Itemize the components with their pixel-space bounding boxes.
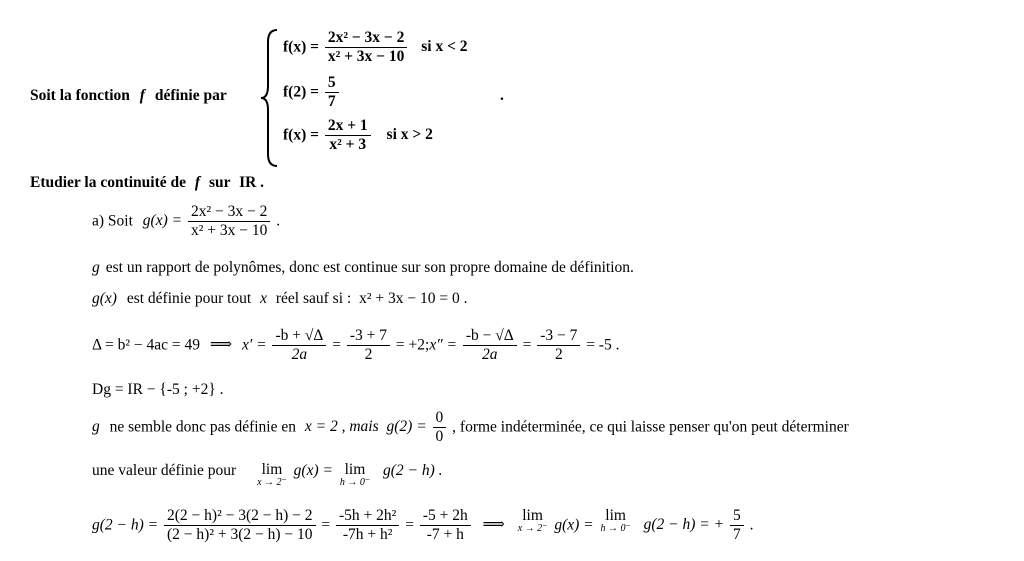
brace-icon [260, 28, 280, 168]
line-definie: g(x) est définie pour tout x réel sauf si : x² + 3x − 10 = 0 . [92, 290, 468, 307]
domain-line: Dg = IR − {-5 ; +2} . [92, 381, 224, 398]
limit-line: une valeur définie pour lim x → 2⁻ g(x) = lim h → 0⁻ g(2 − h) . [92, 461, 443, 488]
line-rapport: g est un rapport de polynômes, donc est continue sur son propre domaine de définition. [92, 259, 634, 276]
end-dot: . [500, 87, 504, 104]
task: Etudier la continuité de f sur IR . [30, 174, 265, 191]
problem-intro: Soit la fonction f définie par [30, 87, 227, 104]
delta-line: Δ = b² − 4ac = 49 ⟹ x′ = $\frac{-b + √\Delta}{2a}$ = $\frac{-3 + 7}{2}$ = +2;x″ = $\frac{-b - √\Delta}{2a}$ = $\frac{-3 - 7}{2}$ = -5 . [92, 327, 620, 364]
case-2: f(2) = $\frac{5}{7}$ [283, 75, 341, 111]
case-3: f(x) = $\frac{2x + 1}{\text{x² + 3}}$ si x > 2 [283, 117, 433, 154]
case-1: f(x) = $\frac{\text{2x² − 3x − 2}}{\text{x² + 3x − 10}}$ si x < 2 [283, 29, 468, 66]
final-computation: g(2 − h) = $\frac{\text{2(2 − h)² − 3(2 − h) − 2}}{\text{(2 − h)² + 3(2 − h) − 10}}$ = $\frac{\text{-5h + 2h²}}{\text{-7h + h²}}$ = $\frac{-5 + 2h}{-7 + h}$ ⟹ lim x → 2⁻ g(x) = lim h → 0⁻ g(2 − h) = + $\frac{5}{7}$ . [92, 507, 754, 544]
def-g: a) Soit g(x) = $\frac{\text{2x² − 3x − 2}}{\text{x² + 3x − 10}}$ . [92, 203, 281, 240]
indeterminate-line: g ne semble donc pas définie en x = 2 , mais g(2) = $\frac{0}{0}$ , forme indéterminée, ce qui laisse penser qu'on peut déterminer [92, 409, 849, 446]
